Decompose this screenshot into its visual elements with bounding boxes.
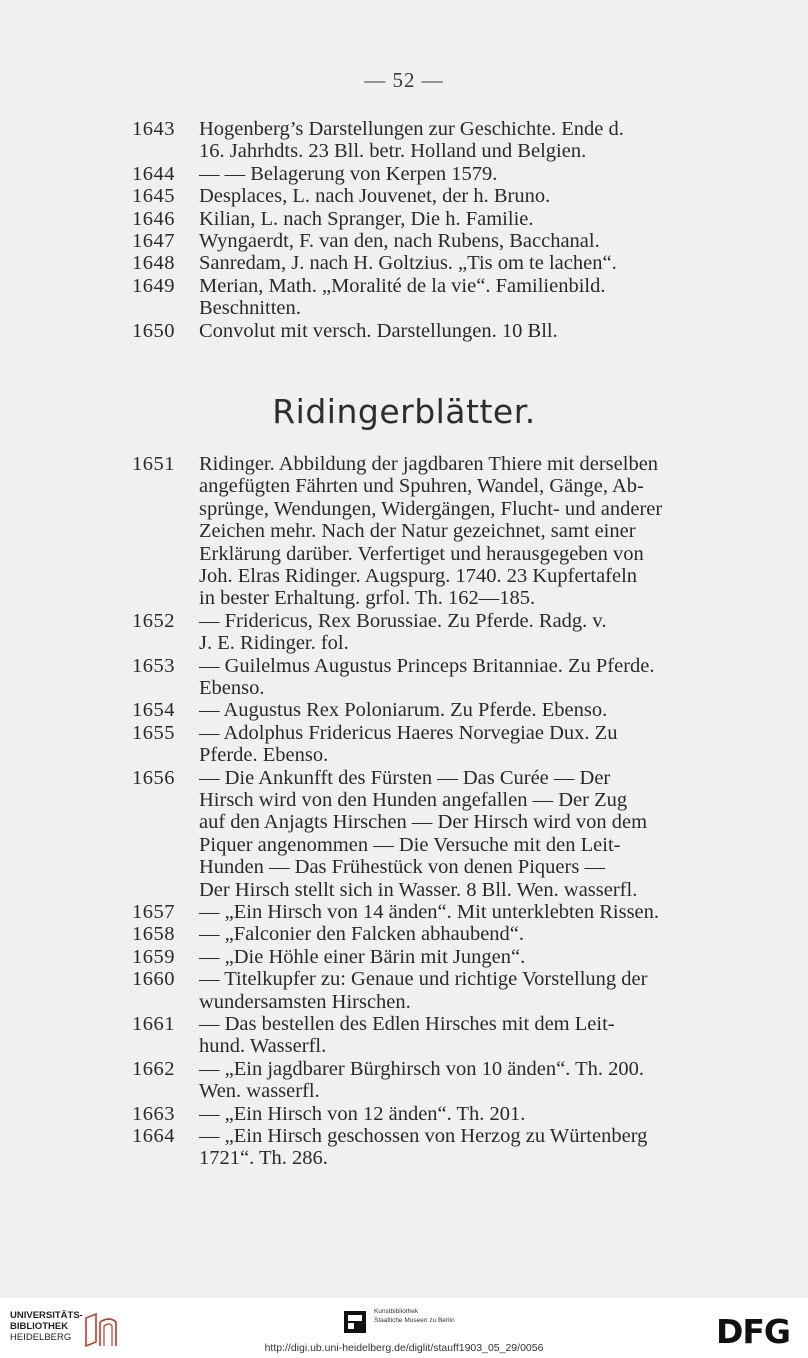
entry-line: Ridinger. Abbildung der jagdbaren Thiere mit derselben bbox=[199, 453, 659, 475]
entry-number: 1658 bbox=[132, 923, 175, 946]
kb-line: Kunstbibliothek bbox=[374, 1308, 419, 1315]
entry-text bbox=[199, 968, 764, 1013]
kunstbibliothek-logo[interactable] bbox=[344, 1308, 494, 1338]
entry-line: in bester Erhaltung. grfol. Th. 162—185. bbox=[199, 587, 536, 610]
entry-line: Hunden — Das Frühestück von denen Piquers — bbox=[199, 856, 605, 879]
entry-number: 1654 bbox=[132, 699, 175, 722]
entry-text bbox=[199, 1013, 764, 1058]
entry-line: — Titelkupfer zu: Genaue und richtige Vorstellung der bbox=[199, 968, 648, 991]
entry-text bbox=[199, 163, 764, 185]
entry-number: 1656 bbox=[132, 766, 175, 789]
entry-text bbox=[199, 923, 764, 945]
entry-line: — „Ein Hirsch geschossen von Herzog zu Würtenberg bbox=[199, 1125, 648, 1147]
entry-line: Zeichen mehr. Nach der Natur gezeichnet, samt einer bbox=[199, 520, 636, 543]
entry-line: Joh. Elras Ridinger. Augspurg. 1740. 23 Kupfertafeln bbox=[199, 564, 638, 587]
entry-line: — Augustus Rex Poloniarum. Zu Pferde. Ebenso. bbox=[199, 699, 608, 722]
entry-number: 1660 bbox=[132, 968, 175, 991]
entry-line: Wen. wasserfl. bbox=[199, 1080, 320, 1103]
entry-text bbox=[199, 901, 764, 923]
entry-line: Convolut mit versch. Darstellungen. 10 Bll. bbox=[199, 319, 558, 342]
entry-line: Erklärung darüber. Verfertiget und herausgegeben von bbox=[199, 542, 644, 565]
entry-line: — Guilelmus Augustus Princeps Britanniae. Zu Pferde. bbox=[199, 654, 655, 677]
entry-line: Piquer angenommen — Die Versuche mit den Leit- bbox=[199, 833, 621, 856]
entry-number: 1659 bbox=[132, 945, 175, 968]
kb-line: Staatliche Museen zu Berlin bbox=[374, 1316, 455, 1324]
entry-line: J. E. Ridinger. fol. bbox=[199, 632, 349, 655]
entry-line: Kilian, L. nach Spranger, Die h. Familie. bbox=[199, 207, 534, 230]
entry-line: — Das bestellen des Edlen Hirsches mit dem Leit- bbox=[199, 1013, 615, 1035]
entry-line: Pferde. Ebenso. bbox=[199, 744, 329, 767]
entry-text bbox=[199, 1103, 764, 1125]
ub-line: UNIVERSITÄTS- bbox=[10, 1310, 83, 1321]
ub-line: HEIDELBERG bbox=[10, 1332, 72, 1343]
entry-number: 1648 bbox=[132, 252, 175, 275]
entry-line: Merian, Math. „Moralité de la vie“. Familienbild. bbox=[199, 274, 606, 297]
entry-number: 1661 bbox=[132, 1013, 175, 1035]
entry-number: 1647 bbox=[132, 230, 175, 252]
entry-line: 16. Jahrhdts. 23 Bll. betr. Holland und Belgien. bbox=[199, 140, 587, 163]
entry-number: 1650 bbox=[132, 319, 175, 342]
entry-number: 1657 bbox=[132, 901, 175, 923]
ub-line: BIBLIOTHEK bbox=[10, 1321, 69, 1332]
entry-text bbox=[199, 1125, 764, 1170]
entry-number: 1644 bbox=[132, 162, 175, 185]
entry-line: wundersamsten Hirschen. bbox=[199, 990, 411, 1013]
entry-number: 1653 bbox=[132, 654, 175, 677]
entry-number: 1662 bbox=[132, 1057, 175, 1080]
entry-line: — Adolphus Fridericus Haeres Norvegiae Dux. Zu bbox=[199, 721, 618, 744]
entry-text bbox=[199, 118, 764, 163]
kb-text bbox=[374, 1308, 455, 1325]
entry-number: 1652 bbox=[132, 609, 175, 632]
entry-line: — „Ein Hirsch von 14 änden“. Mit unterklebten Rissen. bbox=[199, 901, 660, 923]
entry-text bbox=[199, 699, 764, 721]
entry-line: Beschnitten. bbox=[199, 297, 301, 320]
entry-number: 1649 bbox=[132, 274, 175, 297]
kunstbibliothek-emblem-icon bbox=[344, 1311, 366, 1333]
page-number: — 52 — bbox=[364, 68, 444, 92]
entry-text bbox=[199, 946, 764, 968]
entry-line: — „Ein jagdbarer Bürghirsch von 10 änden“. Th. 200. bbox=[199, 1057, 645, 1080]
entry-text bbox=[199, 252, 764, 274]
entry-line: Desplaces, L. nach Jouvenet, der h. Bruno. bbox=[199, 185, 551, 208]
entry-text bbox=[199, 610, 764, 655]
entry-number: 1663 bbox=[132, 1102, 175, 1125]
entry-line: Hogenberg’s Darstellungen zur Geschichte. Ende d. bbox=[199, 118, 624, 140]
entry-line: — — Belagerung von Kerpen 1579. bbox=[199, 162, 498, 185]
entry-number: 1664 bbox=[132, 1125, 175, 1147]
entry-text bbox=[199, 230, 764, 252]
entry-text bbox=[199, 208, 764, 230]
entry-line: 1721“. Th. 286. bbox=[199, 1147, 328, 1170]
dfg-logo[interactable]: DFG bbox=[716, 1312, 791, 1351]
entry-number: 1651 bbox=[132, 453, 175, 475]
section-heading: Ridingerblätter. bbox=[272, 392, 536, 431]
entry-line: Der Hirsch stellt sich in Wasser. 8 Bll. Wen. wasserfl. bbox=[199, 878, 638, 901]
entry-number: 1646 bbox=[132, 207, 175, 230]
entry-text bbox=[199, 1058, 764, 1103]
entry-text bbox=[199, 655, 764, 700]
entry-line: — „Die Höhle einer Bärin mit Jungen“. bbox=[199, 945, 526, 968]
entry-line: Sanredam, J. nach H. Goltzius. „Tis om te lachen“. bbox=[199, 252, 617, 275]
entry-text bbox=[199, 275, 764, 320]
entry-text bbox=[199, 453, 764, 610]
entry-line: angefügten Fährten und Spuhren, Wandel, Gänge, Ab- bbox=[199, 475, 644, 498]
entry-number: 1655 bbox=[132, 721, 175, 744]
entry-line: Wyngaerdt, F. van den, nach Rubens, Bacchanal. bbox=[199, 230, 600, 252]
entry-line: — Die Ankunfft des Fürsten — Das Curée — Der bbox=[199, 766, 611, 789]
entry-text bbox=[199, 320, 764, 342]
entry-line: — „Ein Hirsch von 12 änden“. Th. 201. bbox=[199, 1102, 526, 1125]
entry-text bbox=[199, 767, 764, 901]
entry-text bbox=[199, 185, 764, 207]
entry-number: 1643 bbox=[132, 118, 175, 140]
footer-bar bbox=[0, 1298, 808, 1358]
permalink-url[interactable]: http://digi.ub.uni-heidelberg.de/diglit/stauff1903_05_29/0056 bbox=[264, 1342, 544, 1354]
entry-line: — „Falconier den Falcken abhaubend“. bbox=[199, 923, 525, 946]
entry-line: Hirsch wird von den Hunden angefallen — Der Zug bbox=[199, 788, 628, 811]
entry-number: 1645 bbox=[132, 185, 175, 208]
entry-line: Ebenso. bbox=[199, 676, 265, 699]
entry-line: auf den Anjagts Hirschen — Der Hirsch wird von dem bbox=[199, 811, 648, 834]
entry-line: hund. Wasserfl. bbox=[199, 1035, 327, 1058]
entry-text bbox=[199, 722, 764, 767]
entry-line: sprünge, Wendungen, Widergängen, Flucht- und anderer bbox=[199, 497, 663, 520]
entry-line: — Fridericus, Rex Borussiae. Zu Pferde. Radg. v. bbox=[199, 609, 607, 632]
